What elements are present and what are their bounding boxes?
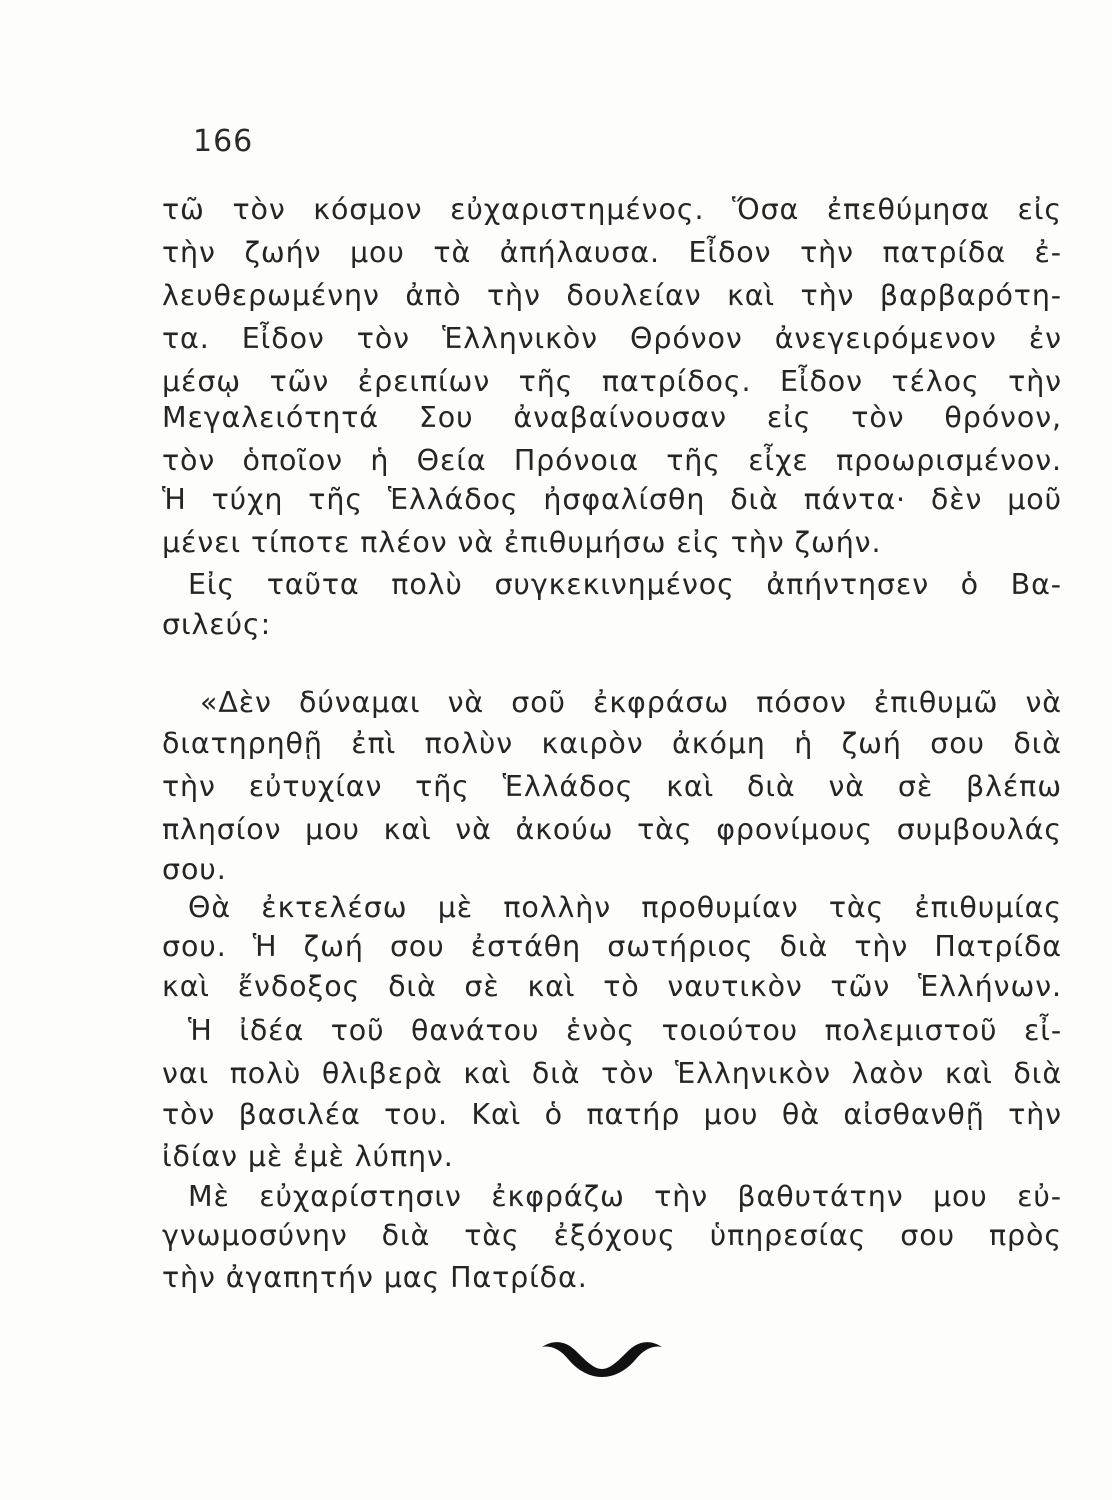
text-line: διατηρηθῇ ἐπὶ πολὺν καιρὸν ἀκόμη ἡ ζωή σου διὰ xyxy=(162,727,1062,760)
text-line: μένει τίποτε πλέον νὰ ἐπιθυμήσω εἰς τὴν ζωήν. xyxy=(162,526,882,559)
tail-piece-ornament-icon xyxy=(540,1335,664,1379)
page-number: 166 xyxy=(193,124,254,159)
text-line: Ἡ τύχη τῆς Ἑλλάδος ἠσφαλίσθη διὰ πάντα· δὲν μοῦ xyxy=(162,483,1062,516)
text-line: τῶ τὸν κόσμον εὐχαριστημένος. Ὅσα ἐπεθύμησα εἰς xyxy=(162,193,1062,226)
text-line: πλησίον μου καὶ νὰ ἀκούω τὰς φρονίμους συμβουλάς xyxy=(162,813,1062,846)
text-line: Ἡ ἰδέα τοῦ θανάτου ἑνὸς τοιούτου πολεμιστοῦ εἶ- xyxy=(188,1014,1062,1047)
text-line: σου. Ἡ ζωή σου ἐστάθη σωτήριος διὰ τὴν Πατρίδα xyxy=(162,930,1062,963)
text-line: τὸν βασιλέα του. Καὶ ὁ πατήρ μου θὰ αἰσθανθῇ τὴν xyxy=(162,1098,1062,1131)
text-line: τα. Εἶδον τὸν Ἑλληνικὸν Θρόνον ἀνεγειρόμενον ἐν xyxy=(162,322,1062,355)
text-line: Μὲ εὐχαρίστησιν ἐκφράζω τὴν βαθυτάτην μου εὐ- xyxy=(188,1180,1062,1213)
text-line: «Δὲν δύναμαι νὰ σοῦ ἐκφράσω πόσον ἐπιθυμῶ νὰ xyxy=(200,686,1062,719)
text-line: τὴν ζωήν μου τὰ ἀπήλαυσα. Εἶδον τὴν πατρίδα ἐ- xyxy=(162,236,1062,269)
text-line: καὶ ἔνδοξος διὰ σὲ καὶ τὸ ναυτικὸν τῶν Ἑλλήνων. xyxy=(162,970,1062,1003)
text-line: Μεγαλειότητά Σου ἀναβαίνουσαν εἰς τὸν θρόνον, xyxy=(162,401,1062,434)
text-line: σου. xyxy=(162,853,227,886)
text-line: γνωμοσύνην διὰ τὰς ἐξόχους ὑπηρεσίας σου πρὸς xyxy=(162,1219,1062,1252)
text-line: ἰδίαν μὲ ἐμὲ λύπην. xyxy=(162,1140,454,1173)
text-line: τὸν ὁποῖον ἡ Θεία Πρόνοια τῆς εἶχε προωρισμένον. xyxy=(162,444,1062,477)
text-line: λευθερωμένην ἀπὸ τὴν δουλείαν καὶ τὴν βαρβαρότη- xyxy=(162,279,1062,312)
text-line: τὴν ἀγαπητήν μας Πατρίδα. xyxy=(162,1261,588,1294)
text-line: Θὰ ἐκτελέσω μὲ πολλὴν προθυμίαν τὰς ἐπιθυμίας xyxy=(188,891,1062,924)
text-line: σιλεύς: xyxy=(162,608,272,641)
text-line: τὴν εὐτυχίαν τῆς Ἑλλάδος καὶ διὰ νὰ σὲ βλέπω xyxy=(162,770,1062,803)
text-line: ναι πολὺ θλιβερὰ καὶ διὰ τὸν Ἑλληνικὸν λαὸν καὶ διὰ xyxy=(162,1057,1062,1090)
text-line: Εἰς ταῦτα πολὺ συγκεκινημένος ἀπήντησεν ὁ Βα- xyxy=(188,568,1062,601)
text-line: μέσῳ τῶν ἐρειπίων τῆς πατρίδος. Εἶδον τέλος τὴν xyxy=(162,365,1062,398)
